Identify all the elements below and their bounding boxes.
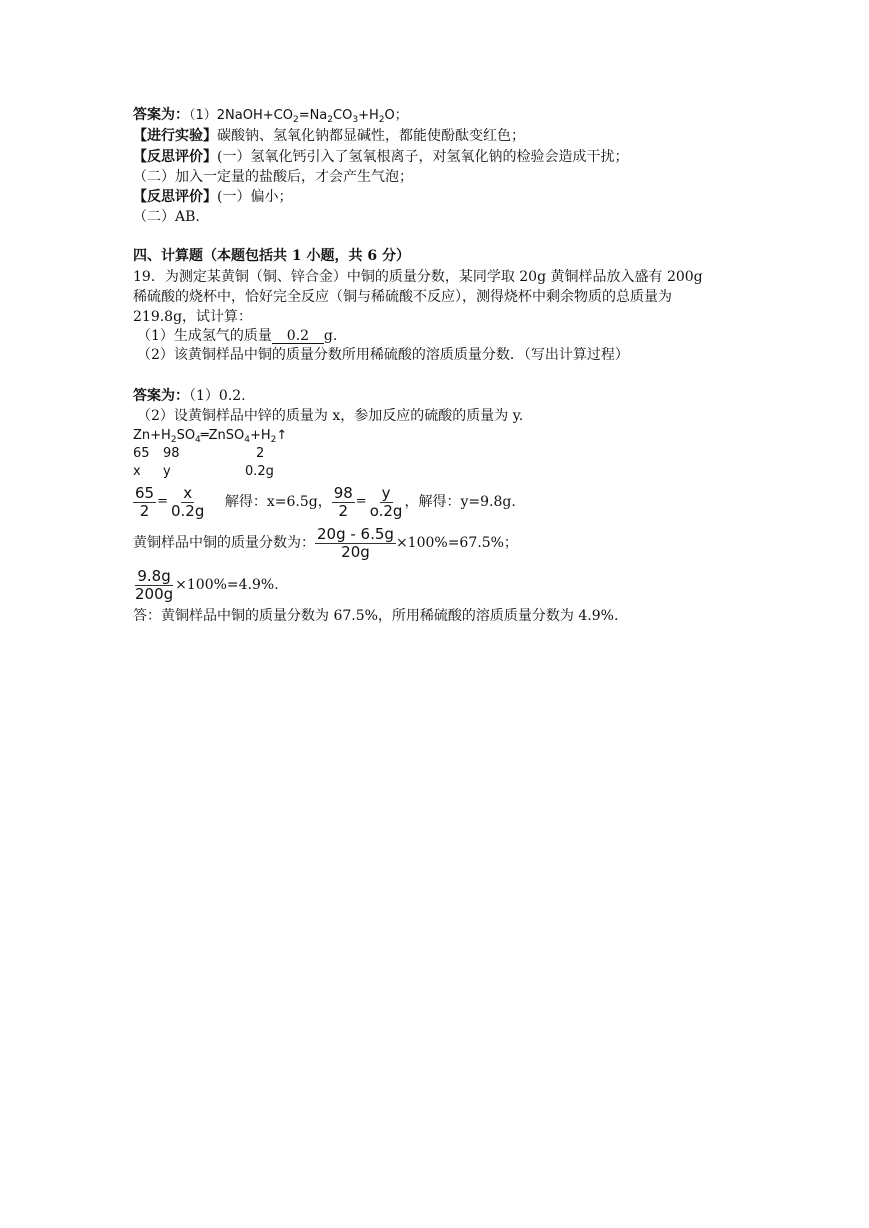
solve-x: 解得：x=6.5g， xyxy=(224,494,332,510)
answer2-line-2: （2）设黄铜样品中锌的质量为 x，参加反应的硫酸的质量为 y. xyxy=(137,408,524,424)
copper-label: 黄铜样品中铜的质量分数为： xyxy=(133,535,315,551)
answer-line-2 xyxy=(133,127,525,145)
reflection-text-1: (一）氢氧化钙引入了氢氧根离子，对氢氧化钠的检验会造成干扰； xyxy=(217,149,629,165)
experiment-text: 碳酸钠、氢氧化钠都显碱性，都能使酚酞变红色； xyxy=(217,128,525,144)
answer-line-6: （二）AB. xyxy=(133,209,200,225)
question-line-1: 19．为测定某黄铜（铜、锌合金）中铜的质量分数，某同学取 20g 黄铜样品放入盛有 200g xyxy=(133,269,703,285)
fraction-x-0.2g: $\frac{x}{0.2g}$ xyxy=(171,483,205,520)
tag-experiment: 【进行实验】 xyxy=(133,128,217,144)
question-part-2: （2）该黄铜样品中铜的质量分数所用稀硫酸的溶质质量分数．（写出计算过程） xyxy=(137,347,629,363)
reflection-text-2: (一）偏小； xyxy=(217,189,293,205)
copper-result: ×100%=67.5%； xyxy=(395,535,518,551)
question-part-1: （1）生成氢气的质量 0.2 g. xyxy=(137,328,338,344)
up-arrow-icon: ↑ xyxy=(276,428,288,443)
final-answer: 答：黄铜样品中铜的质量分数为 67.5%，所用稀硫酸的溶质质量分数为 4.9%. xyxy=(133,608,619,624)
fraction-y-0.2g: $\frac{y}{o.2g}$ xyxy=(369,483,403,520)
proportion-line: $\frac{65}{2}$ = $\frac{x}{0.2g}$ 解得：x=6.5g， $\frac{98}{2}$ = $\frac{y}{o.2g}$ ，解得：y=9.8g. xyxy=(135,483,516,520)
unknown-row: x y 0.2g xyxy=(133,464,274,479)
tag-reflection-1: 【反思评价】 xyxy=(133,149,217,165)
tag-reflection-2: 【反思评价】 xyxy=(133,189,217,205)
fraction-65-2: $\frac{65}{2}$ xyxy=(135,483,155,520)
answer2-line-1: 答案为：（1）0.2. xyxy=(133,388,246,404)
answer-line-3 xyxy=(133,148,628,166)
answer-line-4: （二）加入一定量的盐酸后，才会产生气泡； xyxy=(133,169,413,185)
acid-result: ×100%=4.9%. xyxy=(175,577,279,593)
answer-line-5 xyxy=(133,188,292,206)
fraction-copper: $\frac{20g - 6.5g}{20g}$ xyxy=(317,524,394,561)
answer2-label: 答案为： xyxy=(133,388,189,404)
reaction-equation: $Zn+H_2SO_4═ZnSO_4+H_2↑$ xyxy=(133,428,288,445)
question-line-2: 稀硫酸的烧杯中，恰好完全反应（铜与稀硫酸不反应），测得烧杯中剩余物质的总质量为 xyxy=(133,289,672,305)
question-line-3: 219.8g，试计算： xyxy=(133,309,253,325)
section-heading: 四、计算题（本题包括共 1 小题，共 6 分） xyxy=(133,248,410,264)
equation-naoh-co2: $(1)2NaOH+CO_2=Na_2CO_3+H_2O$； xyxy=(189,108,408,125)
fraction-acid: $\frac{9.8g}{200g}$ xyxy=(135,566,174,603)
answer-blank: 0.2 xyxy=(272,329,324,344)
copper-fraction-line xyxy=(133,525,518,561)
answer-label: 答案为： xyxy=(133,107,189,123)
fraction-98-2: $\frac{98}{2}$ xyxy=(333,483,353,520)
molar-mass-row: 65 98 2 xyxy=(133,446,265,461)
solve-y: ，解得：y=9.8g. xyxy=(404,494,516,510)
answer-line-1 xyxy=(133,106,408,129)
acid-fraction-line xyxy=(133,567,279,603)
